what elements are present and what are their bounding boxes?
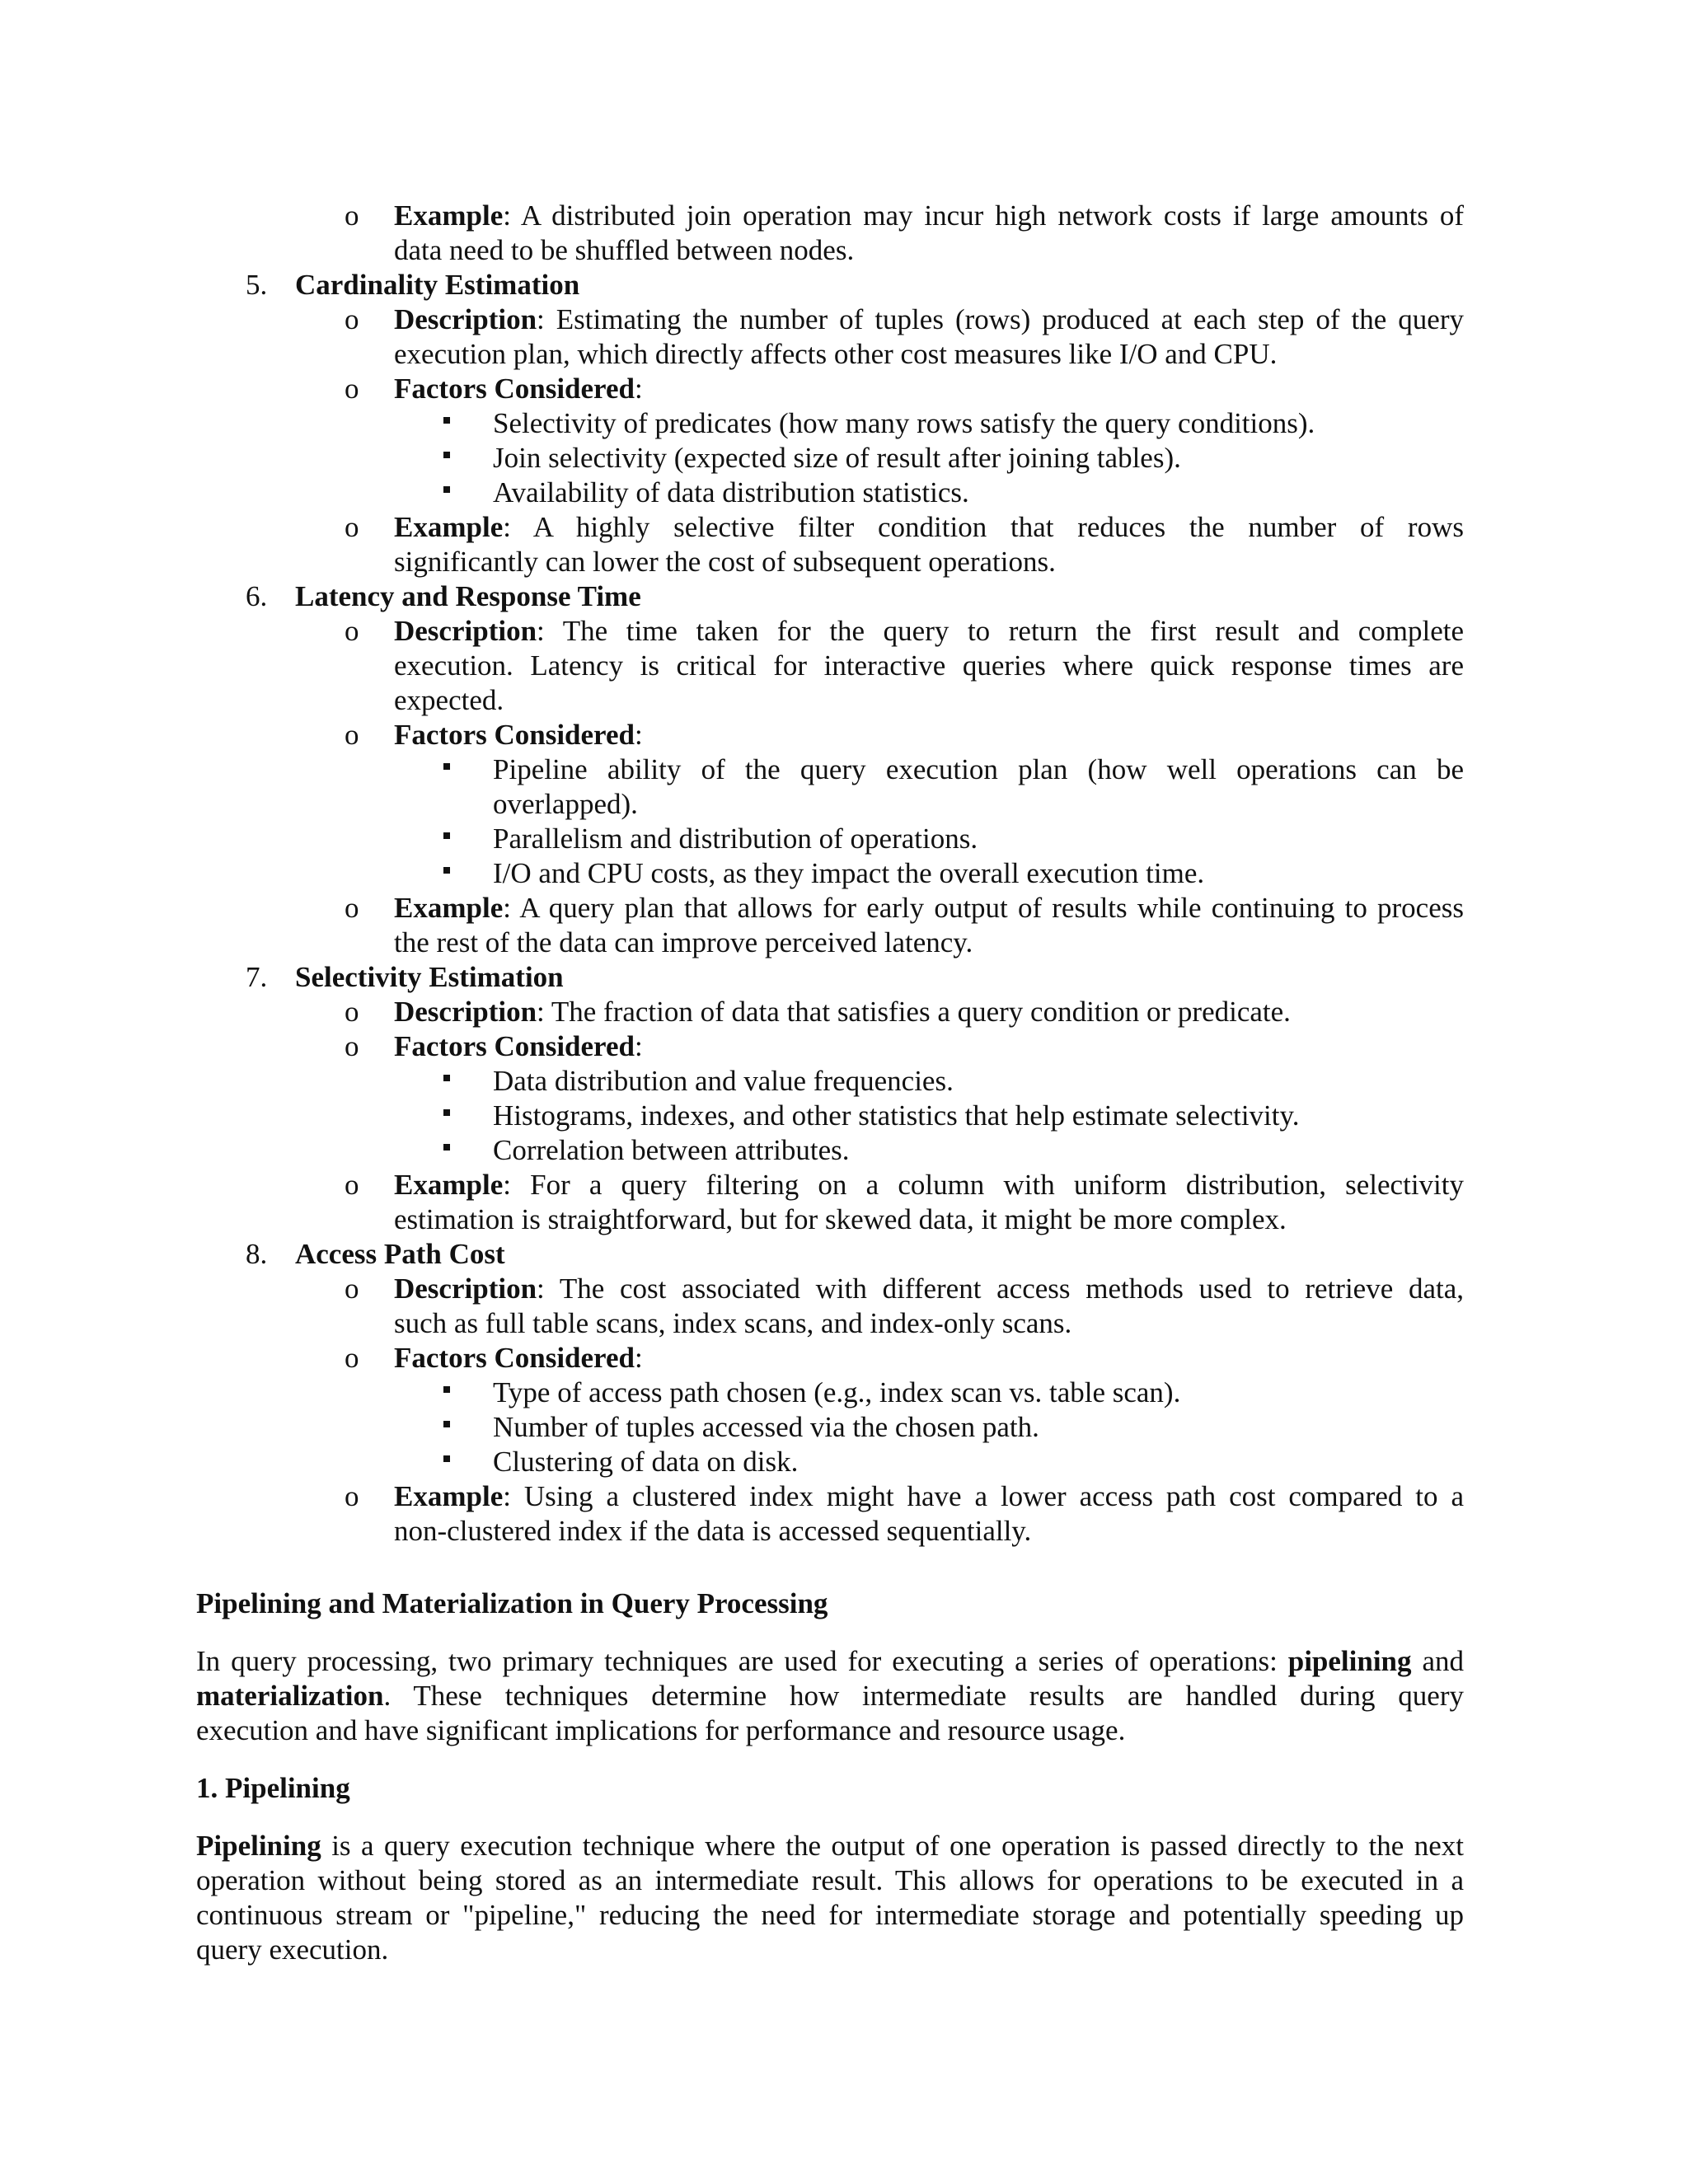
factor-item: Type of access path chosen (e.g., index scan vs. table scan). bbox=[493, 1376, 1181, 1408]
description-line: execution. Latency is critical for interactive queries where quick response times are bbox=[394, 649, 1464, 682]
subsection-heading: 1. Pipelining bbox=[196, 1772, 350, 1804]
example-line: non-clustered index if the data is accessed sequentially. bbox=[394, 1515, 1032, 1547]
factor-item: overlapped). bbox=[493, 788, 638, 820]
factor-item: Availability of data distribution statistics. bbox=[493, 476, 969, 509]
example-line: Example: A distributed join operation may incur high network costs if large amounts of bbox=[394, 199, 1464, 232]
square-bullet-icon bbox=[443, 1109, 450, 1116]
square-bullet-icon bbox=[443, 1144, 450, 1151]
item-number: 8. bbox=[246, 1238, 268, 1270]
sub-bullet-marker: o bbox=[345, 1169, 359, 1201]
sub-bullet-marker: o bbox=[345, 511, 359, 543]
example-line: Example: A highly selective filter condition that reduces the number of rows bbox=[394, 511, 1464, 543]
description-line: such as full table scans, index scans, and index-only scans. bbox=[394, 1307, 1072, 1339]
sub-bullet-marker: o bbox=[345, 199, 359, 232]
factor-item: Number of tuples accessed via the chosen path. bbox=[493, 1411, 1039, 1443]
square-bullet-icon bbox=[443, 1455, 450, 1462]
sub-bullet-marker: o bbox=[345, 1342, 359, 1374]
sub-bullet-marker: o bbox=[345, 719, 359, 751]
sub-bullet-marker: o bbox=[345, 303, 359, 335]
example-line: significantly can lower the cost of subsequent operations. bbox=[394, 546, 1056, 578]
square-bullet-icon bbox=[443, 452, 450, 458]
body-paragraph-line: query execution. bbox=[196, 1933, 389, 1966]
factor-item: Selectivity of predicates (how many rows satisfy the query conditions). bbox=[493, 407, 1315, 439]
item-title: Latency and Response Time bbox=[295, 580, 641, 612]
intro-paragraph-line: materialization. These techniques determine how intermediate results are handled during query bbox=[196, 1680, 1464, 1712]
factors-heading: Factors Considered: bbox=[394, 373, 643, 405]
item-title: Cardinality Estimation bbox=[295, 269, 580, 301]
factor-item: Parallelism and distribution of operations. bbox=[493, 823, 978, 855]
intro-paragraph-line: In query processing, two primary techniques are used for executing a series of operations: pipelining and bbox=[196, 1645, 1464, 1677]
item-number: 5. bbox=[246, 269, 268, 301]
square-bullet-icon bbox=[443, 763, 450, 770]
item-number: 6. bbox=[246, 580, 268, 612]
sub-bullet-marker: o bbox=[345, 1272, 359, 1305]
intro-paragraph-line: execution and have significant implications for performance and resource usage. bbox=[196, 1714, 1126, 1746]
factor-item: Data distribution and value frequencies. bbox=[493, 1065, 954, 1097]
description-line: Description: Estimating the number of tuples (rows) produced at each step of the query bbox=[394, 303, 1464, 335]
section-heading: Pipelining and Materialization in Query Processing bbox=[196, 1587, 828, 1619]
description-line: execution plan, which directly affects other cost measures like I/O and CPU. bbox=[394, 338, 1278, 370]
description-line: expected. bbox=[394, 684, 504, 716]
description-line: Description: The time taken for the query to return the first result and complete bbox=[394, 615, 1464, 647]
square-bullet-icon bbox=[443, 486, 450, 493]
sub-bullet-marker: o bbox=[345, 615, 359, 647]
factor-item: Pipeline ability of the query execution plan (how well operations can be bbox=[493, 753, 1464, 785]
sub-bullet-marker: o bbox=[345, 373, 359, 405]
item-number: 7. bbox=[246, 961, 268, 993]
example-line: Example: Using a clustered index might have a lower access path cost compared to a bbox=[394, 1480, 1464, 1512]
square-bullet-icon bbox=[443, 417, 450, 424]
example-line: Example: A query plan that allows for early output of results while continuing to process bbox=[394, 892, 1464, 924]
example-line: data need to be shuffled between nodes. bbox=[394, 234, 855, 266]
factor-item: I/O and CPU costs, as they impact the overall execution time. bbox=[493, 857, 1205, 889]
factors-heading: Factors Considered: bbox=[394, 1342, 643, 1374]
sub-bullet-marker: o bbox=[345, 996, 359, 1028]
square-bullet-icon bbox=[443, 867, 450, 874]
item-title: Access Path Cost bbox=[295, 1238, 505, 1270]
sub-bullet-marker: o bbox=[345, 1480, 359, 1512]
sub-bullet-marker: o bbox=[345, 892, 359, 924]
body-paragraph-line: Pipelining is a query execution technique where the output of one operation is passed directly to the next bbox=[196, 1830, 1464, 1862]
sub-bullet-marker: o bbox=[345, 1030, 359, 1062]
example-line: Example: For a query filtering on a column with uniform distribution, selectivity bbox=[394, 1169, 1464, 1201]
description-line: Description: The cost associated with different access methods used to retrieve data, bbox=[394, 1272, 1464, 1305]
square-bullet-icon bbox=[443, 1386, 450, 1393]
factor-item: Clustering of data on disk. bbox=[493, 1446, 799, 1478]
example-line: the rest of the data can improve perceived latency. bbox=[394, 926, 973, 958]
body-paragraph-line: continuous stream or "pipeline," reducing the need for intermediate storage and potentially speeding up bbox=[196, 1899, 1464, 1931]
factor-item: Histograms, indexes, and other statistics that help estimate selectivity. bbox=[493, 1099, 1300, 1132]
square-bullet-icon bbox=[443, 832, 450, 839]
square-bullet-icon bbox=[443, 1421, 450, 1427]
description-line: Description: The fraction of data that satisfies a query condition or predicate. bbox=[394, 996, 1291, 1028]
item-title: Selectivity Estimation bbox=[295, 961, 564, 993]
body-paragraph-line: operation without being stored as an intermediate result. This allows for operations to be executed in a bbox=[196, 1864, 1464, 1896]
factors-heading: Factors Considered: bbox=[394, 1030, 643, 1062]
factor-item: Correlation between attributes. bbox=[493, 1134, 850, 1166]
factors-heading: Factors Considered: bbox=[394, 719, 643, 751]
factor-item: Join selectivity (expected size of result after joining tables). bbox=[493, 442, 1181, 474]
square-bullet-icon bbox=[443, 1075, 450, 1081]
example-line: estimation is straightforward, but for skewed data, it might be more complex. bbox=[394, 1203, 1287, 1235]
